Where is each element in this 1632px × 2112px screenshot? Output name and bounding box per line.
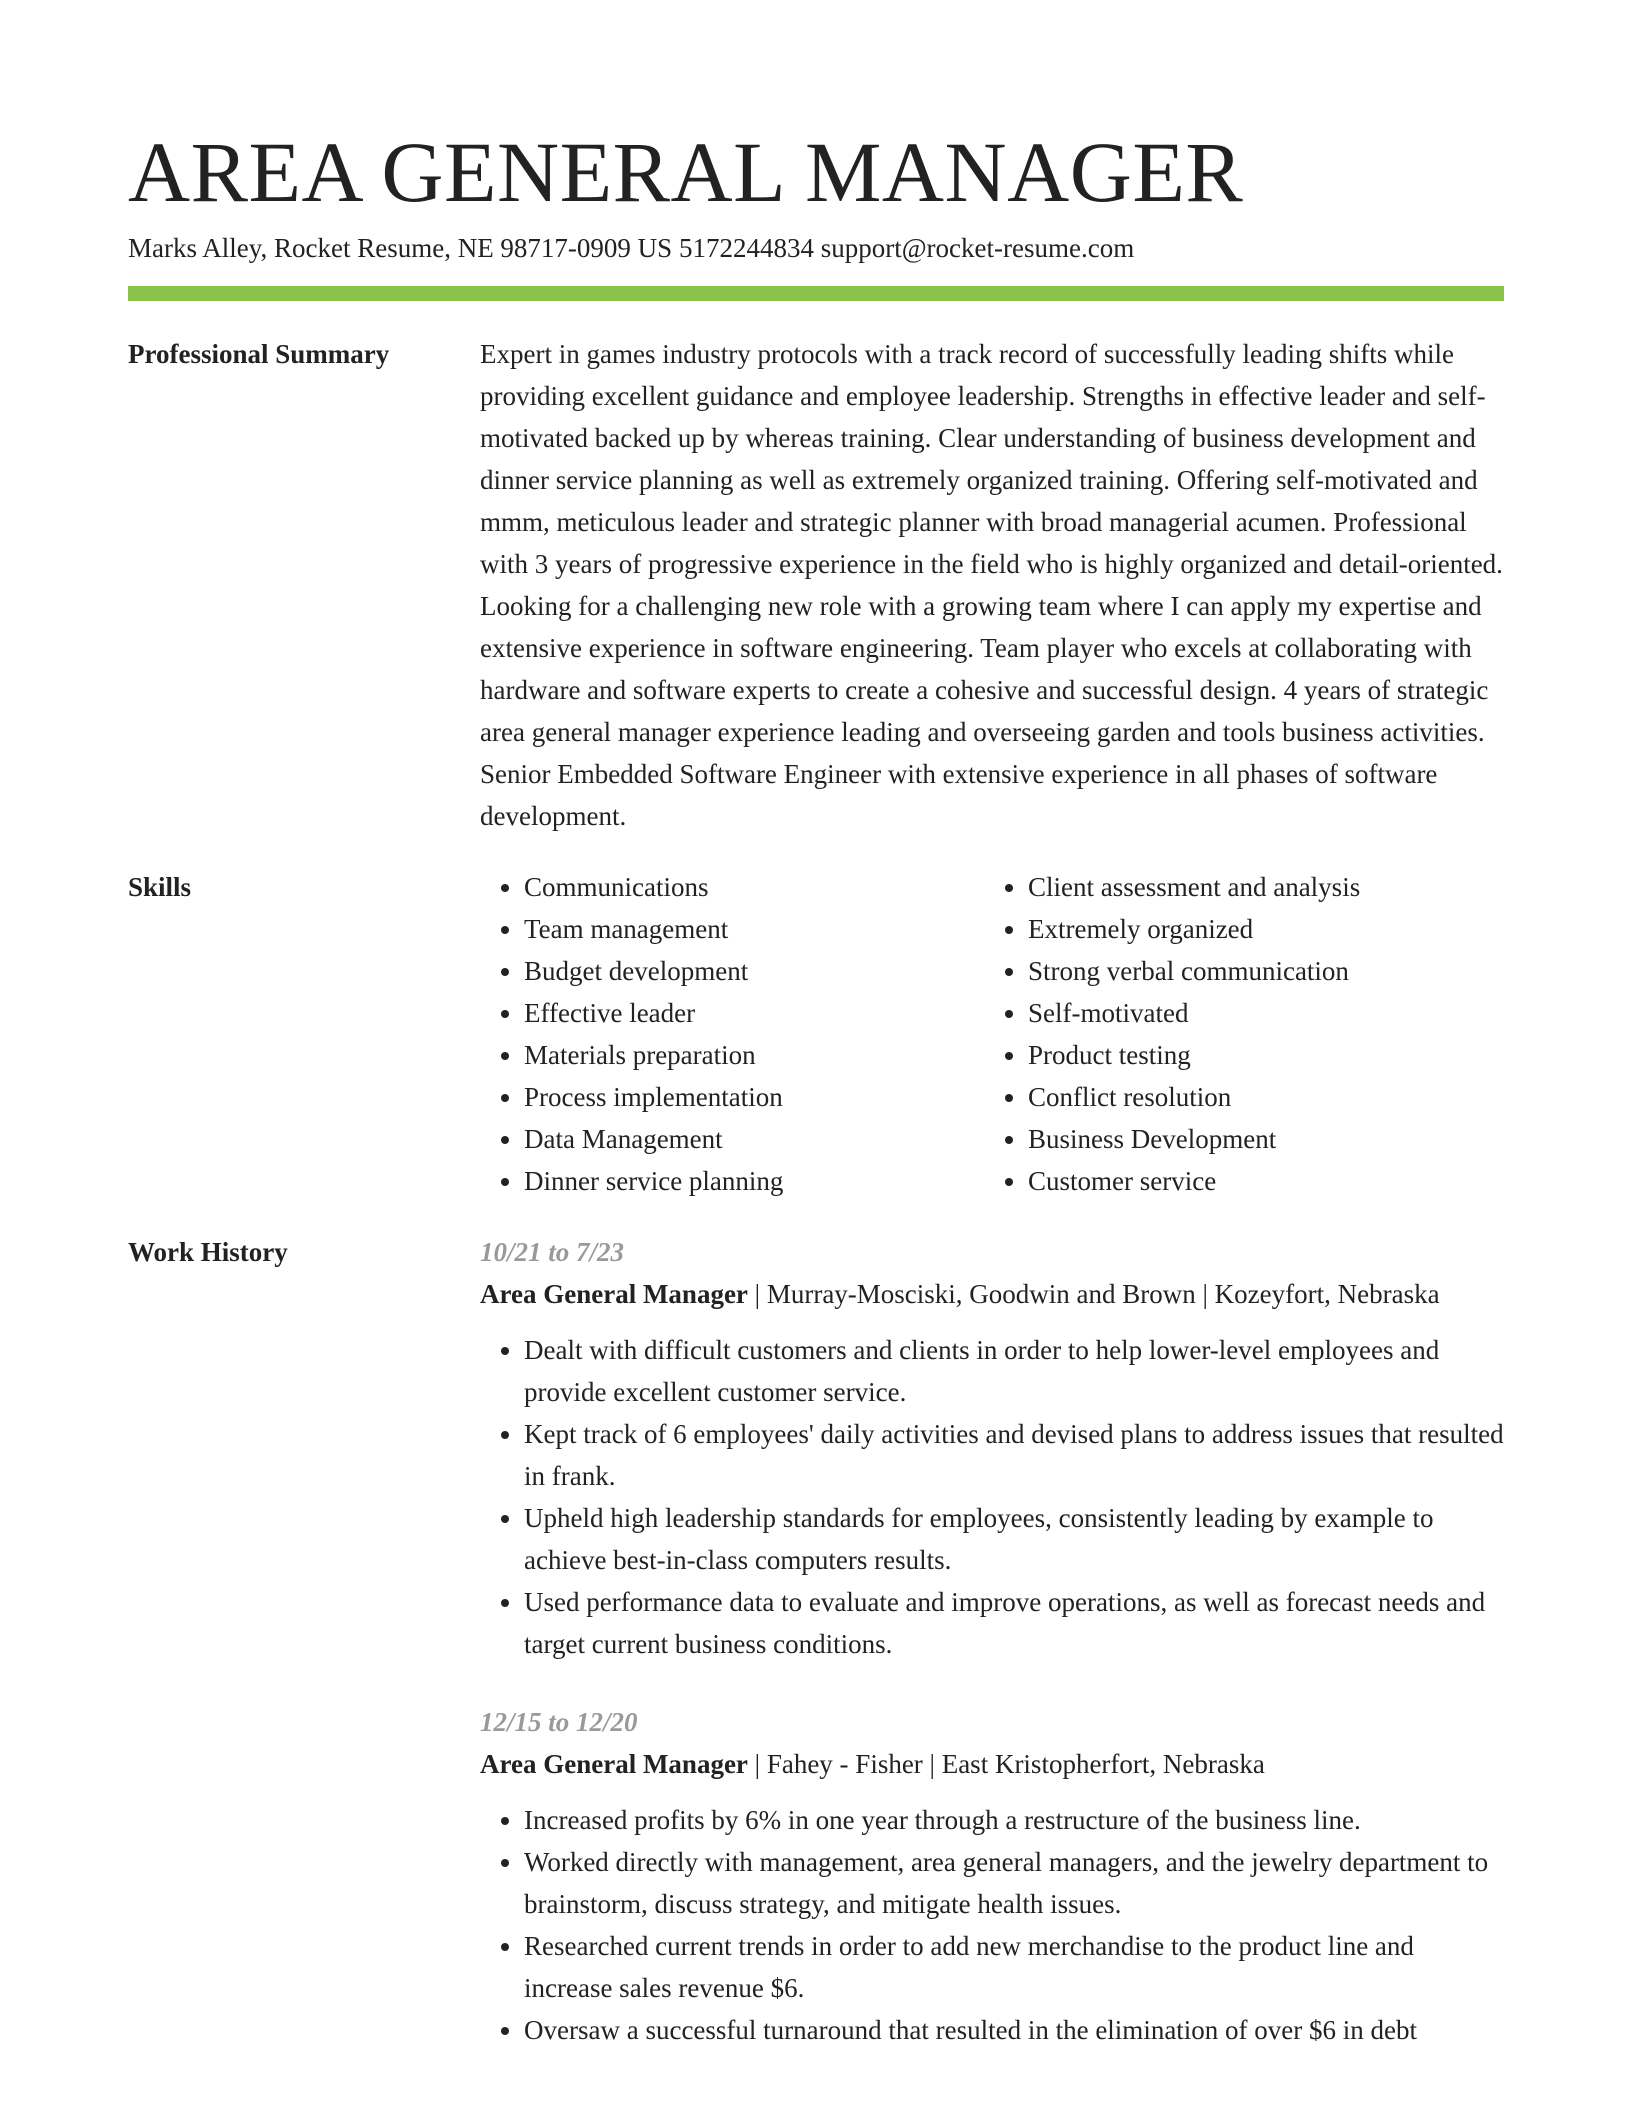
skill-item: • Materials preparation bbox=[524, 1034, 984, 1076]
job-bullets bbox=[480, 1799, 1504, 2051]
summary-text: Expert in games industry protocols with a track record of successfully leading shifts while providing excellent guidance and employee leadership. Strengths in effective leader and self-motivated backed up by whereas training. Clear understanding of business development and dinner service planning as well as extremely organized training. Offering self-motivated and mmm, meticulous leader and strategic planner with broad managerial acumen. Professional with 3 years of progressive experience in the field who is highly organized and detail-oriented. Looking for a challenging new role with a growing team where I can apply my expertise and extensive experience in software engineering. Team player who excels at collaborating with hardware and software experts to create a cohesive and successful design. 4 years of strategic area general manager experience leading and overseeing garden and tools business activities. Senior Embedded Software Engineer with extensive experience in all phases of software development. bbox=[480, 339, 1503, 831]
job-dates: 12/15 to 12/20 bbox=[480, 1707, 638, 1737]
skill-item: • Budget development bbox=[524, 950, 984, 992]
skills-list-left bbox=[480, 866, 984, 1202]
skills-section bbox=[128, 866, 1504, 1202]
skills-list-right bbox=[984, 866, 1488, 1202]
skill-item: • Strong verbal communication bbox=[1028, 950, 1488, 992]
skill-item: • Team management bbox=[524, 908, 984, 950]
skill-item: • Effective leader bbox=[524, 992, 984, 1034]
job-header bbox=[480, 1743, 1504, 1785]
work-history-heading: Work History bbox=[128, 1237, 288, 1267]
job-dates: 10/21 to 7/23 bbox=[480, 1237, 625, 1267]
job-title: Area General Manager bbox=[480, 1279, 748, 1309]
work-history-body bbox=[480, 1231, 1504, 2051]
job-bullets bbox=[480, 1329, 1504, 1665]
job-bullet: • Worked directly with management, area general managers, and the jewelry department to brainstorm, discuss strategy, and mitigate health issues. bbox=[524, 1841, 1504, 1925]
resume-page bbox=[128, 118, 1504, 2051]
skill-item: • Data Management bbox=[524, 1118, 984, 1160]
job-bullet: • Researched current trends in order to add new merchandise to the product line and increase sales revenue $6. bbox=[524, 1925, 1504, 2009]
skills-columns bbox=[480, 866, 1504, 1202]
job-bullet: • Oversaw a successful turnaround that resulted in the elimination of over $6 in debt bbox=[524, 2009, 1504, 2051]
skill-item: • Business Development bbox=[1028, 1118, 1488, 1160]
contact-line: Marks Alley, Rocket Resume, NE 98717-0909 US 5172244834 support@rocket-resume.com bbox=[128, 233, 1135, 263]
skill-item: • Client assessment and analysis bbox=[1028, 866, 1488, 908]
skill-item: • Conflict resolution bbox=[1028, 1076, 1488, 1118]
skill-item: • Product testing bbox=[1028, 1034, 1488, 1076]
job-title: Area General Manager bbox=[480, 1749, 748, 1779]
skill-item: • Process implementation bbox=[524, 1076, 984, 1118]
job-bullet: • Kept track of 6 employees' daily activities and devised plans to address issues that resulted in frank. bbox=[524, 1413, 1504, 1497]
job-details: | Murray-Mosciski, Goodwin and Brown | Kozeyfort, Nebraska bbox=[747, 1279, 1440, 1309]
job-bullet: • Used performance data to evaluate and improve operations, as well as forecast needs and target current business conditions. bbox=[524, 1581, 1504, 1665]
resume-title: AREA GENERAL MANAGER bbox=[128, 124, 1244, 220]
skill-item: • Communications bbox=[524, 866, 984, 908]
job-header bbox=[480, 1273, 1504, 1315]
job-entry bbox=[480, 1701, 1504, 2051]
job-bullet: • Increased profits by 6% in one year through a restructure of the business line. bbox=[524, 1799, 1504, 1841]
job-entry bbox=[480, 1231, 1504, 1665]
skills-heading: Skills bbox=[128, 872, 192, 902]
skill-item: • Dinner service planning bbox=[524, 1160, 984, 1202]
work-history-section bbox=[128, 1231, 1504, 2051]
skill-item: • Extremely organized bbox=[1028, 908, 1488, 950]
job-bullet: • Upheld high leadership standards for employees, consistently leading by example to achieve best-in-class computers results. bbox=[524, 1497, 1504, 1581]
job-bullet: • Dealt with difficult customers and clients in order to help lower-level employees and provide excellent customer service. bbox=[524, 1329, 1504, 1413]
summary-heading: Professional Summary bbox=[128, 339, 390, 369]
skill-item: • Self-motivated bbox=[1028, 992, 1488, 1034]
summary-section bbox=[128, 333, 1504, 837]
skill-item: • Customer service bbox=[1028, 1160, 1488, 1202]
header-divider bbox=[128, 286, 1504, 301]
job-details: | Fahey - Fisher | East Kristopherfort, Nebraska bbox=[747, 1749, 1265, 1779]
